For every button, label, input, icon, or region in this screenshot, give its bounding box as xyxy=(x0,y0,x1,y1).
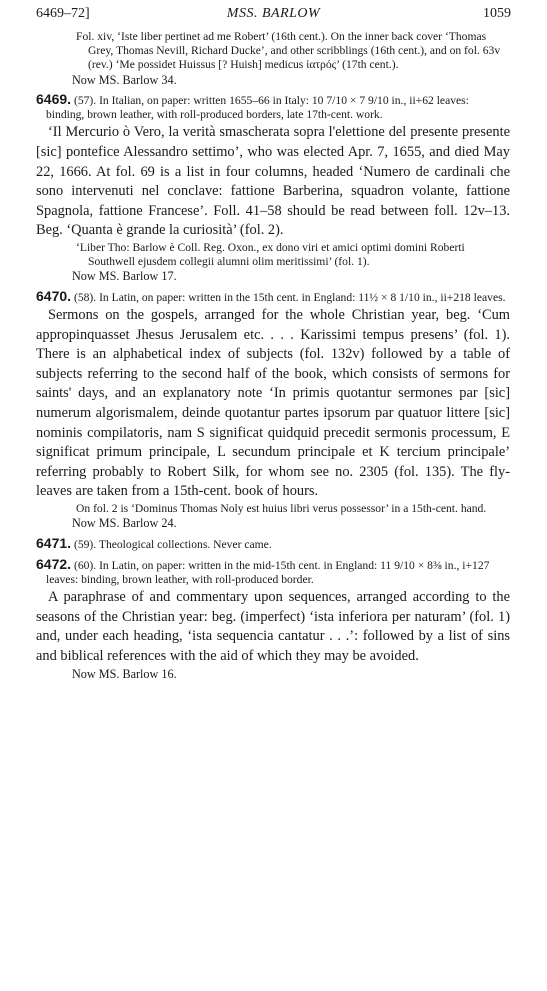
entry-text: A paraphrase of and commentary upon sequences, arranged according to the seasons of the Christian year: beg. (imperfect) ‘ista inferiora per naturam’ (fol. 1) and, under each heading, ‘ista sequencia cantatur . . .’: followed by a list of sins and biblical references with the aid of which they may be avoided. xyxy=(36,589,510,664)
entry-number: 6470. xyxy=(36,287,72,304)
entry-text: Sermons on the gospels, arranged for the whole Christian year, beg. ‘Cum appropinquasset Jhesus Jerusalem etc. . . . Karissimi tempus presens’ (fol. 1). There is an alphabetical index of subjects (fol. 132v) followed by a table of subjects referring to the second half of the book, which consists of sermons for saints' days, and an explanatory note ‘In primis quotantur sermones par [sic] numerum algorismalem, deinde quotantur partes ipsorum par quatuor littere [sic] nominis compilatoris, nam S significat quidquid precedit sermonis processum, E significat primum principale, L secundum principale et K tercium principale’ referring probably to Robert Silk, for whom see no. 2305 (fol. 135). The fly-leaves are taken from a 15th-cent. book of hours. xyxy=(36,307,510,500)
entry-description: (60). In Latin, on paper: written in the mid-15th cent. in England: 11 9/10 × 8⅜ in., i+127 leaves: binding, brown leather, with roll-produced border. xyxy=(46,558,490,586)
header-entry-range: 6469–72] xyxy=(36,6,90,21)
provenance-note-text: Fol. xiv, ‘Iste liber pertinet ad me Robert’ (16th cent.). On the inner back cover ‘Thomas Grey, Thomas Nevill, Richard Ducke’, and other scribblings (16th cent.), and on fol. 63v (rev.) ‘Me possidet Huissus [? Huish] medicus ἰατρός’ (17th cent.). xyxy=(76,30,501,72)
page-number: 1059 xyxy=(483,6,511,21)
running-header xyxy=(36,6,511,26)
provenance-note xyxy=(36,30,510,73)
provenance-note: ‘Liber Tho: Barlow è Coll. Reg. Oxon., ex dono viri et amici optimi domini Roberti Southwell ejusdem collegii alumni olim meritissimi’ (fol. 1). xyxy=(76,240,465,269)
entry-description: (58). In Latin, on paper: written in the 15th cent. in England: 11½ × 8 1/10 in., ii+218 leaves. xyxy=(73,290,506,304)
entry-description: (57). In Italian, on paper: written 1655–66 in Italy: 10 7/10 × 7 9/10 in., ii+62 leaves: binding, brown leather, with roll-produced borders, late 17th-cent. work. xyxy=(46,94,469,122)
entry-text: ‘Il Mercurio ò Vero, la verità smascherata sopra l'elettione del presente presente [sic] pontefice Alessandro settimo’, who was elected Apr. 7, 1655, and died May 22, 1666. At fol. 69 is a list in four columns, headed ‘Numero de cardinali che sono intervenuti nel conclave: fattione Barberina, squadron volante, fattione Spagnola, fattione Francese’. Foll. 41–58 should be read between foll. 12v–13. Beg. ‘Quanta è grande la curiosità’ (fol. 2). xyxy=(36,124,510,239)
entry-heading xyxy=(36,92,510,122)
entry-description: (59). Theological collections. Never came. xyxy=(73,537,272,551)
header-title: MSS. BARLOW xyxy=(226,6,321,21)
entry-number: 6472. xyxy=(36,555,72,572)
shelfmark-line: Now MS. Barlow 16. xyxy=(72,666,177,681)
shelfmark-line: Now MS. Barlow 34. xyxy=(72,72,177,87)
entry-number: 6469. xyxy=(36,91,72,108)
entry-heading xyxy=(36,557,510,587)
entry-number: 6471. xyxy=(36,534,72,551)
provenance-note: On fol. 2 is ‘Dominus Thomas Noly est huius libri verus possessor’ in a 15th-cent. hand. xyxy=(76,501,487,515)
page-body xyxy=(36,30,510,681)
shelfmark-line: Now MS. Barlow 17. xyxy=(72,269,177,284)
entry-heading xyxy=(36,536,510,552)
shelfmark-line: Now MS. Barlow 24. xyxy=(72,516,177,531)
entry-heading xyxy=(36,289,510,305)
